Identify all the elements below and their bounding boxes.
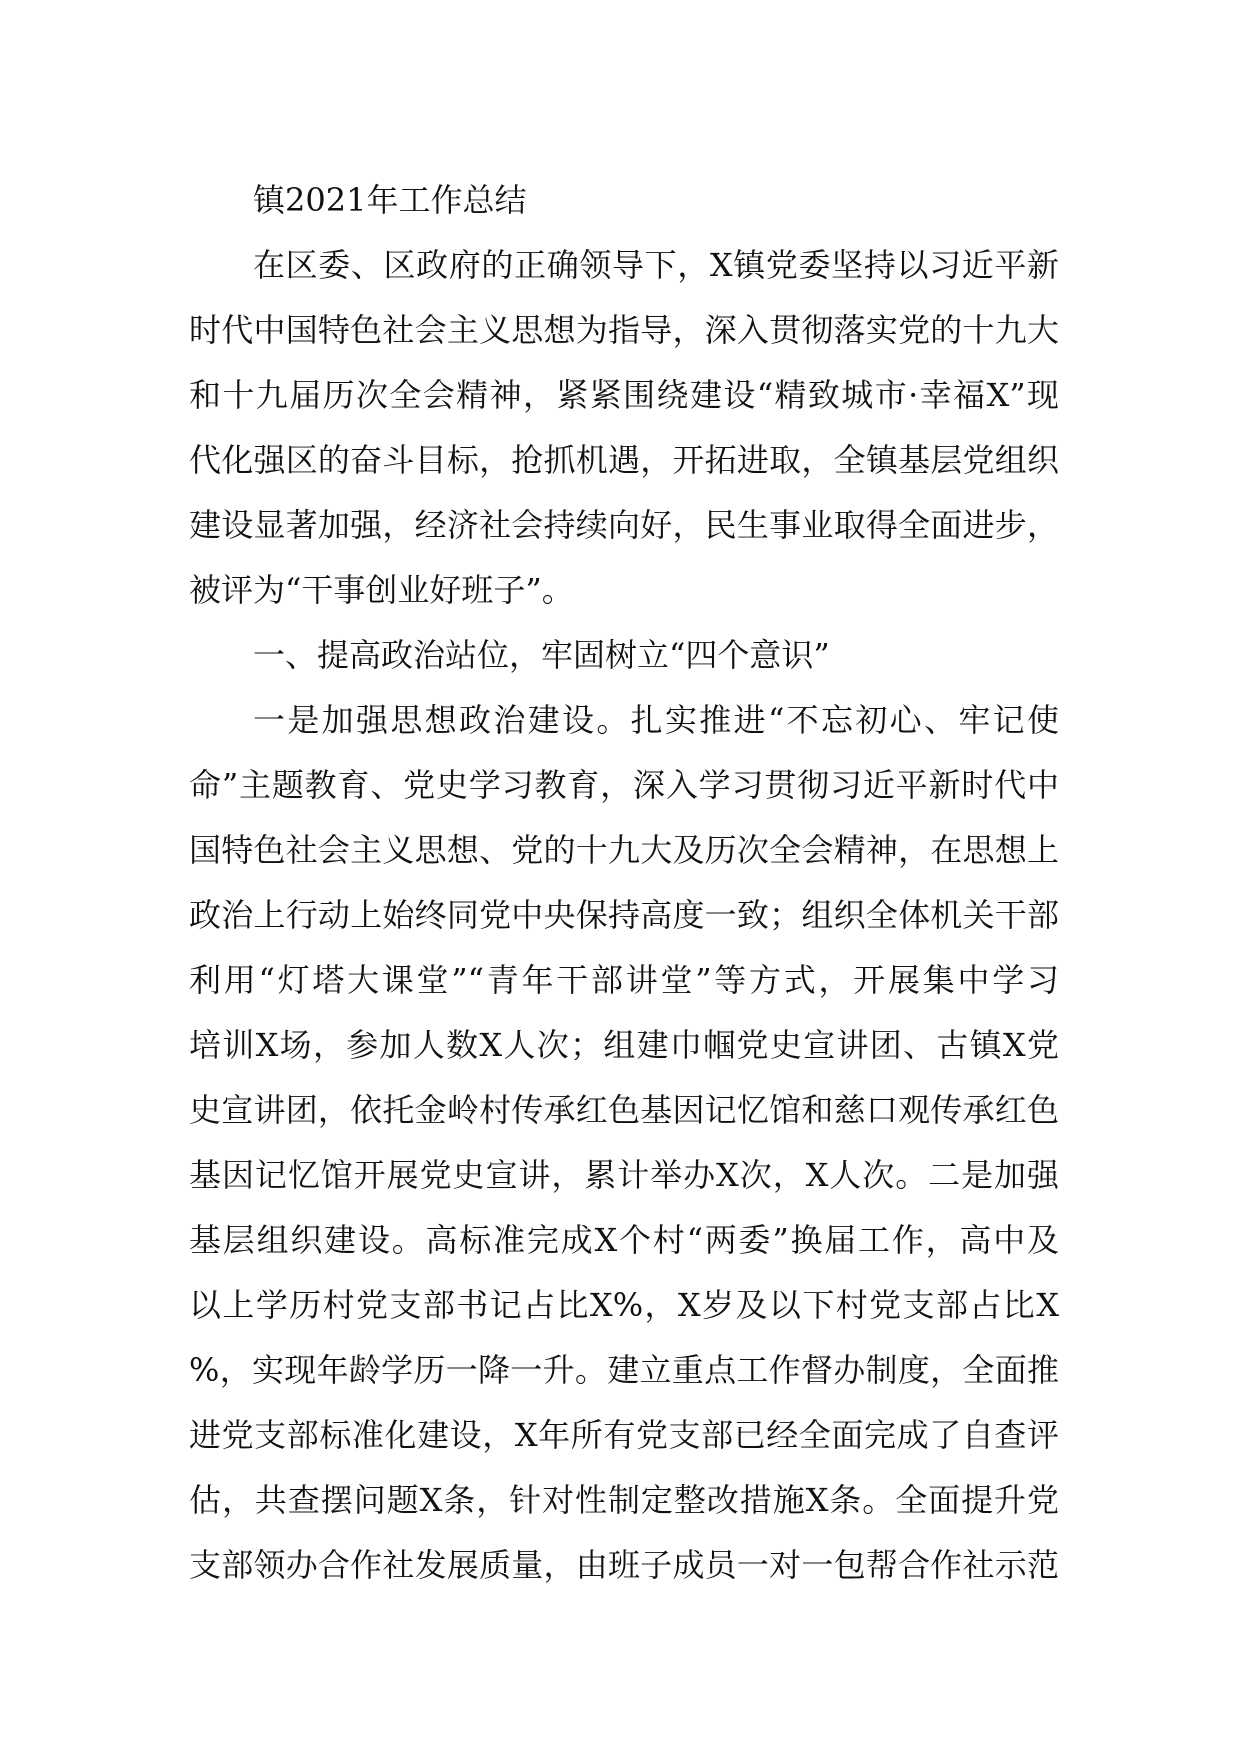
- paragraph-2-line: 以上学历村党支部书记占比X%，X岁及以下村党支部占比X: [189, 1286, 1059, 1324]
- paragraph-2-line: 利用“灯塔大课堂”“青年干部讲堂”等方式，开展集中学习: [189, 961, 1059, 999]
- paragraph-2-line: 基层组织建设。高标准完成X个村“两委”换届工作，高中及: [189, 1221, 1059, 1259]
- paragraph-2-line: 史宣讲团，依托金岭村传承红色基因记忆馆和慈口观传承红色: [189, 1091, 1059, 1129]
- paragraph-2-line: 政治上行动上始终同党中央保持高度一致；组织全体机关干部: [189, 896, 1059, 934]
- paragraph-1-line: 在区委、区政府的正确领导下，X镇党委坚持以习近平新: [253, 246, 1059, 284]
- section-1-heading: 一、提高政治站位，牢固树立“四个意识”: [253, 636, 830, 674]
- paragraph-2-line: 支部领办合作社发展质量，由班子成员一对一包帮合作社示范: [189, 1546, 1059, 1584]
- paragraph-1-line: 时代中国特色社会主义思想为指导，深入贯彻落实党的十九大: [189, 311, 1059, 349]
- document-title: 镇2021年工作总结: [253, 181, 527, 219]
- paragraph-2-line: 估，共查摆问题X条，针对性制定整改措施X条。全面提升党: [189, 1481, 1059, 1519]
- paragraph-1-line: 建设显著加强，经济社会持续向好，民生事业取得全面进步，: [189, 506, 1059, 544]
- paragraph-1-line: 和十九届历次全会精神，紧紧围绕建设“精致城市·幸福X”现: [189, 376, 1059, 414]
- paragraph-2-line: 进党支部标准化建设，X年所有党支部已经全面完成了自查评: [189, 1416, 1059, 1454]
- paragraph-2-line: 基因记忆馆开展党史宣讲，累计举办X次，X人次。二是加强: [189, 1156, 1059, 1194]
- paragraph-1-line: 代化强区的奋斗目标，抢抓机遇，开拓进取，全镇基层党组织: [189, 441, 1059, 479]
- paragraph-2-line: 命”主题教育、党史学习教育，深入学习贯彻习近平新时代中: [189, 766, 1059, 804]
- paragraph-2-line: 国特色社会主义思想、党的十九大及历次全会精神，在思想上: [189, 831, 1059, 869]
- paragraph-2-line: 培训X场，参加人数X人次；组建巾帼党史宣讲团、古镇X党: [189, 1026, 1059, 1064]
- paragraph-2-line: %，实现年龄学历一降一升。建立重点工作督办制度，全面推: [189, 1351, 1059, 1389]
- document-body: [189, 168, 1059, 1598]
- paragraph-1-line: 被评为“干事创业好班子”。: [189, 571, 574, 609]
- paragraph-2-line: 一是加强思想政治建设。扎实推进“不忘初心、牢记使: [253, 701, 1059, 739]
